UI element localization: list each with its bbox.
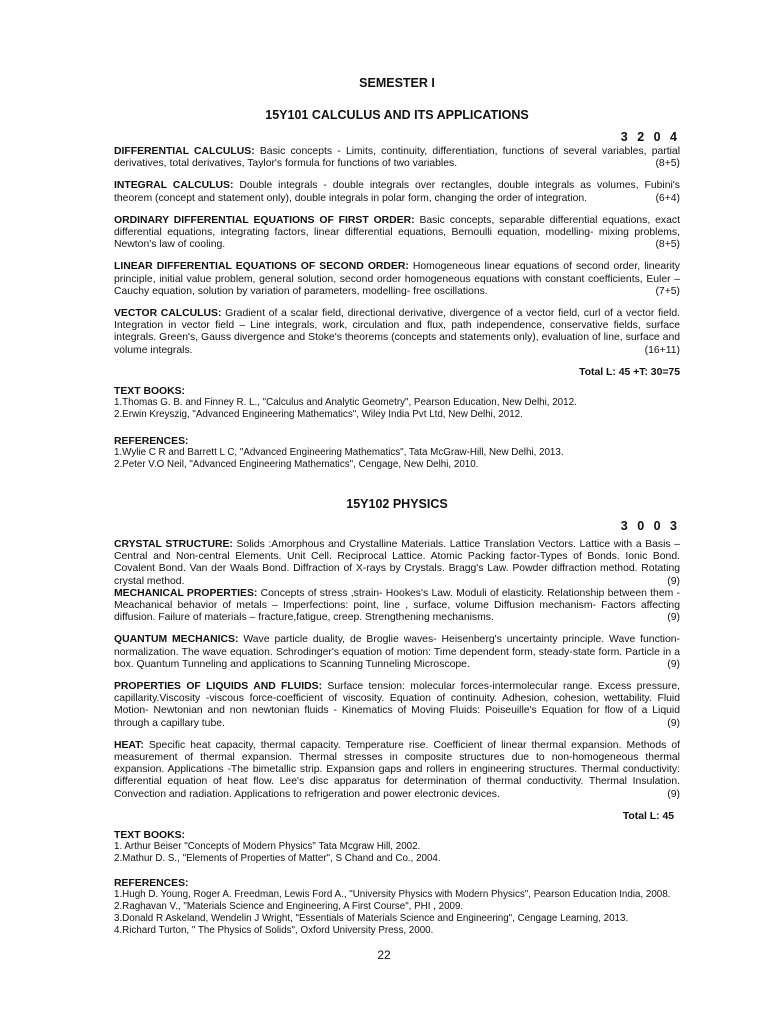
topic-heading: CRYSTAL STRUCTURE: (114, 539, 233, 551)
topic-text: Specific heat capacity, thermal capacity. Temperature rise. Coefficient of linear thermal expansion. Methods of measurement of thermal expansion. Thermal stresses in composite structures due to non-homogeneous thermal expansion. Applications -The bimetallic strip. Expansion gaps and rollers in engineering structures. Thermal conductivity: differential equation of heat flow. Lee's disc apparatus for determination of thermal conductivity. Thermal Insulation. Convection and radiation. Applications to refrigeration and power electronic devices. (114, 739, 680, 800)
course1-total: Total L: 45 +T: 30=75 (579, 366, 680, 378)
topic-hours: (7+5) (655, 285, 680, 297)
topic-text: Homogeneous linear equations of second order, linearity principle, initial value problem, general solution, second order homogeneous equations with constant coefficients, Euler – Cauchy equation, solution by variation of parameters, modelling- free oscillations. (114, 261, 680, 297)
topic-text: Surface tension: molecular forces-intermolecular range. Excess pressure, capillarity.Viscosity -viscous force-coefficient of viscosity. Equation of continuity. Adhesion, cohesion, wettability. Fluid Motion- Newtonian and non newtonian fluids - Kinematics of Moving Fluids: Poiseuille's Equation for flow of a Liquid through a capillary tube. (114, 681, 680, 729)
page-number: 22 (377, 948, 391, 962)
topic-hours: (9) (667, 788, 680, 800)
course2-textbooks-heading: TEXT BOOKS: (114, 829, 186, 841)
course2-references-heading: REFERENCES: (114, 878, 189, 890)
topic-heading: DIFFERENTIAL CALCULUS: (114, 146, 255, 157)
topic-text: Solids :Amorphous and Crystalline Materials. Lattice Translation Vectors. Lattice with a Basis – Central and Non-central Elements. Unit Cell. Reciprocal Lattice. Atomic Packing factor-Types of Bonds. Ionic Bond. Covalent Bond. Van der Waals Bond. Diffraction of X-rays by Crystals. Bragg's Law. Powder diffraction method. Rotating crystal method. (114, 539, 680, 587)
topic-hours: (9) (667, 717, 680, 729)
topic-heading: PROPERTIES OF LIQUIDS AND FLUIDS: (114, 681, 323, 693)
topic-hours: (8+5) (655, 158, 680, 170)
course1-topic (114, 215, 680, 252)
course2-credits: 3 0 0 3 (620, 519, 680, 534)
course1-credits: 3 2 0 4 (620, 130, 680, 144)
topic-text: Wave particle duality, de Broglie waves- Heisenberg's uncertainty principle. Wave function-normalization. The wave equation. Schrodinger's equation of motion: Time dependent form, steady-state form. Particle in a box. Quantum Tunneling and applications to Scanning Tunneling Microscope. (114, 634, 680, 670)
reference-entry: 4.Richard Turton, " The Physics of Solids", Oxford University Press, 2000. (114, 924, 434, 936)
course2-total: Total L: 45 (622, 810, 674, 822)
reference-entry: 2.Raghavan V., "Materials Science and Engineering, A First Course", PHI , 2009. (114, 901, 464, 913)
topic-hours: (6+4) (655, 192, 680, 204)
course1-topic (114, 261, 680, 298)
syllabus-page (114, 72, 680, 937)
course1-title: 15Y101 CALCULUS AND ITS APPLICATIONS (265, 108, 529, 122)
course2-topic (114, 681, 680, 730)
topic-hours: (9) (667, 612, 680, 624)
textbook-entry: 1.Thomas G. B. and Finney R. L., "Calculus and Analytic Geometry", Pearson Education, New Delhi, 2012. (114, 396, 577, 408)
topic-heading: INTEGRAL CALCULUS: (114, 180, 234, 192)
topic-heading: HEAT: (114, 739, 144, 751)
course1-topic (114, 146, 680, 170)
topic-heading: VECTOR CALCULUS: (114, 308, 222, 320)
reference-entry: 2.Peter V.O Neil, "Advanced Engineering Mathematics", Cengage, New Delhi, 2010. (114, 459, 479, 471)
reference-entry: 1.Wylie C R and Barrett L C, "Advanced Engineering Mathematics", Tata McGraw-Hill, New Delhi, 2013. (114, 447, 564, 459)
course1-topic (114, 308, 680, 357)
topic-hours: (8+5) (655, 239, 680, 251)
course1-topic (114, 180, 680, 204)
course1-references-heading: REFERENCES: (114, 436, 189, 448)
textbook-entry: 2.Erwin Kreyszig, "Advanced Engineering Mathematics", Wiley India Pvt Ltd, New Delhi, 2012. (114, 408, 523, 420)
course2-topic (114, 634, 680, 671)
topic-hours: (9) (667, 658, 680, 670)
semester-heading: SEMESTER I (359, 76, 435, 90)
course2-title: 15Y102 PHYSICS (346, 497, 448, 512)
textbook-entry: 1. Arthur Beiser "Concepts of Modern Physics" Tata Mcgraw Hill, 2002. (114, 840, 421, 852)
topic-hours: (9) (667, 575, 680, 587)
topic-text: Basic concepts, separable differential equations, exact differential equations, integrating factors, linear differential equations, Bernoulli equation, modelling- mixing problems, Newton's law of cooling. (114, 214, 680, 251)
textbook-entry: 2.Mathur D. S., "Elements of Properties of Matter", S Chand and Co., 2004. (114, 852, 441, 864)
reference-entry: 3.Donald R Askeland, Wendelin J Wright, "Essentials of Materials Science and Engineering", Cengage Learning, 2013. (114, 913, 629, 925)
topic-heading: ORDINARY DIFFERENTIAL EQUATIONS OF FIRST ORDER: (114, 214, 415, 226)
topic-text: Basic concepts - Limits, continuity, differentiation, functions of several variables, partial derivatives, total derivatives, Taylor's formula for functions of two variables. (114, 146, 680, 170)
topic-hours: (16+11) (644, 344, 680, 356)
topic-heading: MECHANICAL PROPERTIES: (114, 587, 258, 599)
topic-heading: QUANTUM MECHANICS: (114, 634, 239, 646)
topic-text: Double integrals - double integrals over rectangles, double integrals as volumes, Fubini's theorem (concept and statement only), double integrals in polar form, changing the order of integration. (114, 180, 680, 204)
course2-topic (114, 588, 680, 625)
course2-topic (114, 539, 680, 588)
topic-text: Gradient of a scalar field, directional derivative, divergence of a vector field, curl of a vector field. Integration in vector field – Line integrals, work, circulation and flux, path independence, conservative fields, surface integrals. Green's, Gauss divergence and Stoke's theorems (concepts and statements only), evaluation of line, surface and volume integrals. (114, 308, 680, 356)
course2-topic (114, 740, 680, 801)
course1-textbooks-heading: TEXT BOOKS: (114, 385, 186, 397)
reference-entry: 1.Hugh D. Young, Roger A. Freedman, Lewis Ford A., "University Physics with Modern Physics", Pearson Education India, 2008. (114, 889, 671, 901)
topic-heading: LINEAR DIFFERENTIAL EQUATIONS OF SECOND ORDER: (114, 261, 409, 273)
topic-text: Concepts of stress ,strain- Hookes's Law. Moduli of elasticity. Relationship between them - Meachanical behavior of metals – Imperfections: point, line , surface, volume Diffusion mechanism- Factors affecting diffusion. Failure of materials – fracture,fatigue, creep. Strengthening mechanisms. (114, 587, 680, 624)
